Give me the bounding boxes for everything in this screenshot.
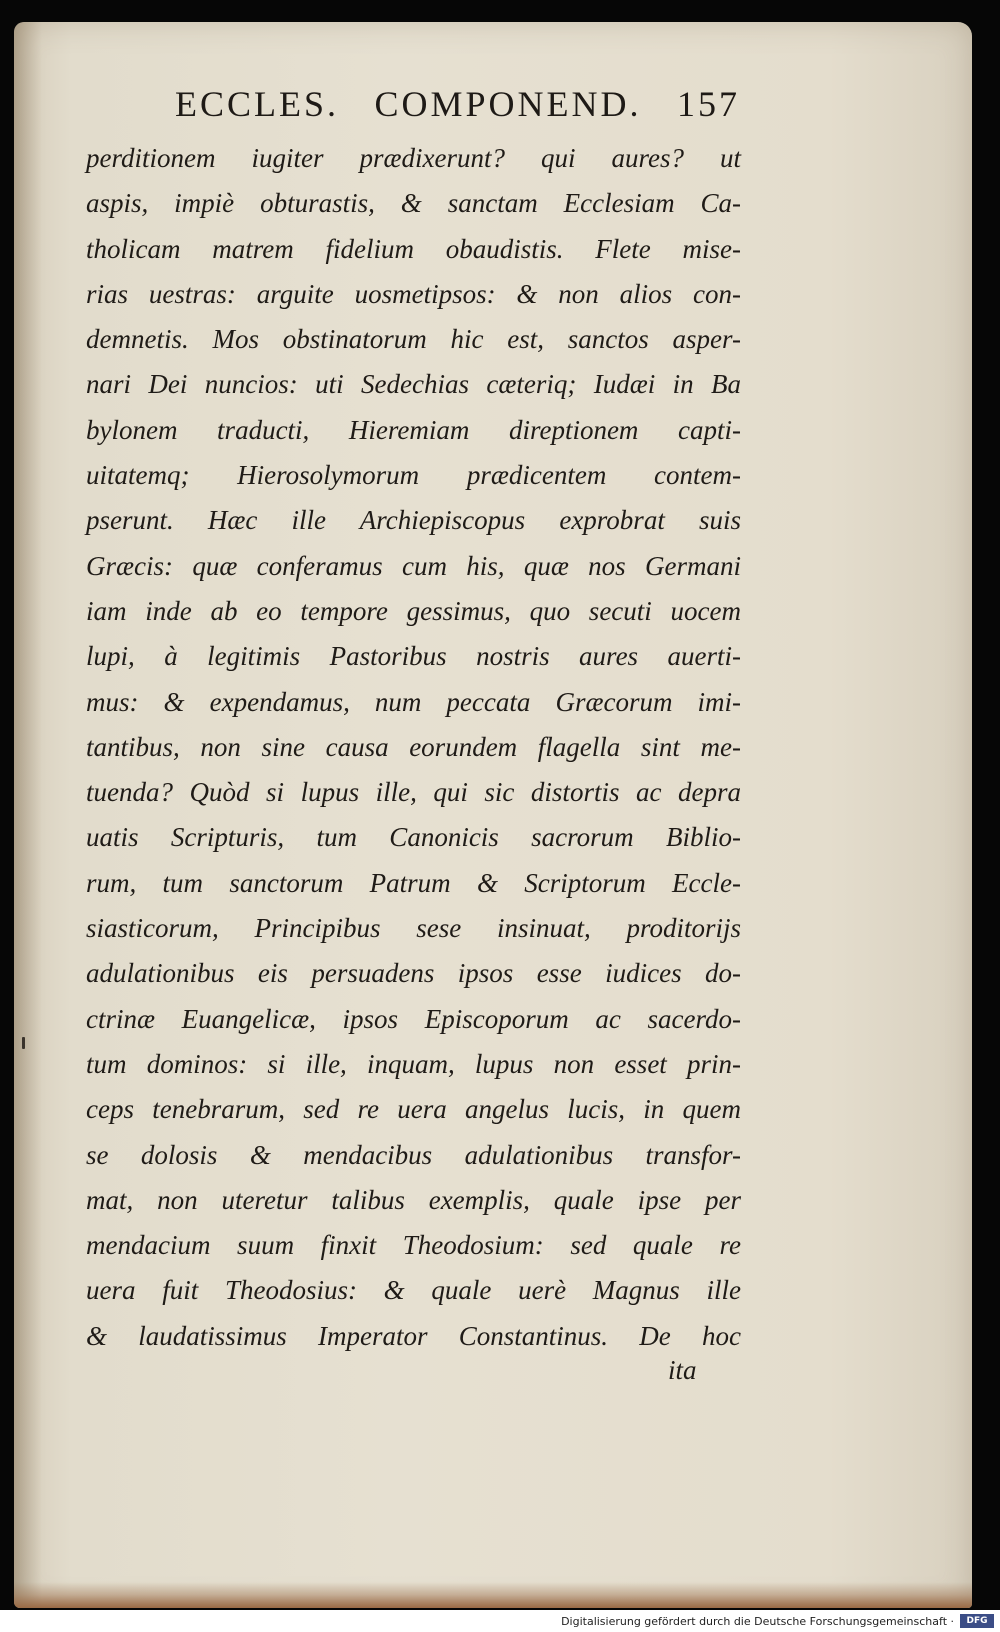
page-bottom-edge (14, 1582, 972, 1608)
body-text (86, 136, 741, 1359)
text-line: uatis Scripturis, tum Canonicis sacrorum Biblio- (86, 822, 741, 853)
text-line: tum dominos: si ille, inquam, lupus non esset prin- (86, 1048, 741, 1079)
dfg-logo-icon: DFG (960, 1614, 994, 1628)
text-line: aspis, impiè obturastis, & sanctam Ecclesiam Ca- (86, 188, 741, 219)
text-line: ceps tenebrarum, sed re uera angelus lucis, in quem (86, 1094, 741, 1125)
footer-bar (0, 1610, 1000, 1632)
catchword: ita (668, 1355, 697, 1385)
text-line: Græcis: quæ conferamus cum his, quæ nos Germani (86, 550, 741, 581)
text-line: rias uestras: arguite uosmetipsos: & non alios con- (86, 278, 741, 309)
header-left: ECCLES. (175, 84, 340, 124)
text-line: uitatemq; Hierosolymorum prædicentem contem- (86, 460, 741, 491)
text-line: tuenda? Quòd si lupus ille, qui sic distortis ac depra (86, 777, 741, 808)
text-line: adulationibus eis persuadens ipsos esse iudices do- (86, 958, 741, 989)
text-line: nari Dei nuncios: uti Sedechias cæteriq; Iudæi in Ba (86, 369, 741, 400)
text-line: ctrinæ Euangelicæ, ipsos Episcoporum ac sacerdo- (86, 1003, 741, 1034)
text-line: bylonem traducti, Hieremiam direptionem capti- (86, 414, 741, 445)
text-line: se dolosis & mendacibus adulationibus transfor- (86, 1139, 741, 1170)
page-gutter-shadow (14, 22, 42, 1608)
text-line: & laudatissimus Imperator Constantinus. De hoc (86, 1320, 741, 1351)
text-line: mendacium suum finxit Theodosium: sed quale re (86, 1230, 741, 1261)
text-line: iam inde ab eo tempore gessimus, quo secuti uocem (86, 595, 741, 626)
footer-credit: Digitalisierung gefördert durch die Deutsche Forschungsgemeinschaft · (561, 1614, 954, 1628)
text-line: demnetis. Mos obstinatorum hic est, sanctos asper- (86, 324, 741, 355)
text-line: lupi, à legitimis Pastoribus nostris aures auerti- (86, 641, 741, 672)
text-line: mus: & expendamus, num peccata Græcorum imi- (86, 686, 741, 717)
text-line: tholicam matrem fidelium obaudistis. Flete mise- (86, 233, 741, 264)
header-center: COMPONEND. (374, 84, 642, 124)
running-header (175, 83, 740, 125)
text-line: tantibus, non sine causa eorundem flagella sint me- (86, 731, 741, 762)
margin-mark (22, 1037, 25, 1049)
page-number: 157 (676, 84, 740, 124)
text-line: pserunt. Hæc ille Archiepiscopus exprobrat suis (86, 505, 741, 536)
text-line: perditionem iugiter prædixerunt? qui aures? ut (86, 143, 741, 173)
text-line: rum, tum sanctorum Patrum & Scriptorum Eccle- (86, 867, 741, 898)
text-line: siasticorum, Principibus sese insinuat, proditorijs (86, 913, 741, 944)
text-line: mat, non uteretur talibus exemplis, quale ipse per (86, 1184, 741, 1215)
text-line: uera fuit Theodosius: & quale uerè Magnus ille (86, 1275, 741, 1306)
